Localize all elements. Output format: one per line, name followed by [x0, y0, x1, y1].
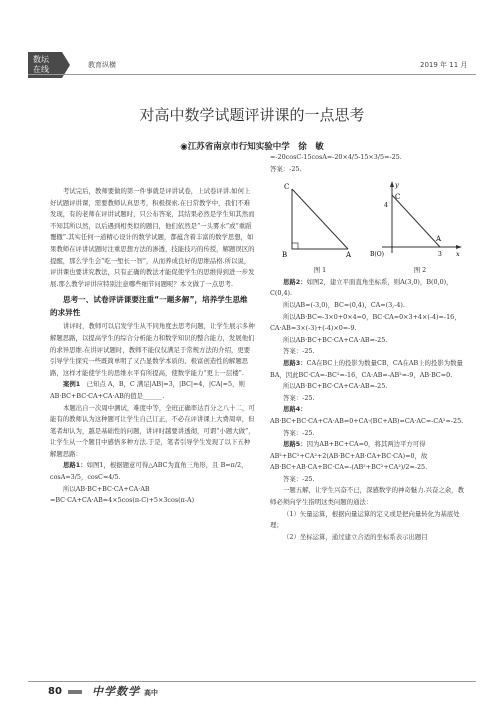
solution-4 — [270, 404, 470, 427]
axis-label: y — [395, 181, 399, 190]
magazine-name: 中学数学 — [92, 685, 140, 698]
tick-label: 4 — [384, 202, 388, 210]
header-divider — [28, 74, 476, 75]
solution-text: 因为AB+BC+CA=0，将其两边平方可得AB²+BC²+CA²+2(AB·BC+AB·CA+BC·CA)=0，故AB·BC+AB·CA+BC·CA=-(AB²+BC²+CA²)/2=-25. — [270, 440, 428, 472]
answer-line: 答案：-25. — [283, 393, 315, 402]
paragraph: 讲评时，教师可以启发学生从不同角度去思考问题，让学生展示多种解题思路，以提高学生的综合分析能力和数学知识的整合能力，发展他们的求异思维.在讲评试题时，教师不能仅仅满足于常规方法的介绍，更要引导学生探究一些既简单明了又凸显数学本质的、极富创造性的解题思路，这样才能使学生的思维水平有所提高，使数学能力“更上一层楼”. — [50, 322, 255, 377]
vertex-label: A — [346, 251, 352, 260]
vertex-label: C — [284, 183, 290, 192]
solution-1 — [50, 460, 255, 483]
column-name: 教育纵横 — [88, 61, 116, 69]
example-label: 案例1 — [63, 380, 81, 389]
equation-line: 所以AB=(-3,0)，BC=(0,4)，CA=(3,-4). — [283, 300, 405, 309]
figure-caption: 图 1 — [313, 266, 327, 275]
solution-5 — [270, 439, 470, 474]
equation-line: 所以AB·BC+BC·CA+CA·AB — [63, 484, 150, 493]
paragraph: （2）坐标运算，通过建立合适的坐标系表示出题目 — [283, 532, 428, 541]
solution-label: 思路3： — [283, 358, 307, 367]
right-column — [270, 152, 470, 543]
intro-paragraph: 考试完后，教师要做的第一件事就是评讲试卷，上试卷评讲.如何上好试题评讲课，需要教师认真思考，积极探索.在日常教学中，我们不难发现，有的老师在评讲试题时，只公布答案，其结果必然是学生知其然而不知其所以然，以后遇到相类似的题目，他们依然是“一头雾水”或“重蹈覆辙”.其实任何一道精心设计的数学试题，都蕴含着丰富的数学思想，如果教师在评讲试题时注重思想方法的渗透，技能技巧的传授，解题误区的提醒，那么学生会“吃一堑长一智”，从而养成良好的思维品格.所以说，评讲课也要讲究教法，只有正确的教法才能促使学生的思维得到进一步发展.那么教学评讲应特别注意哪些细节问题呢？本文做了一点思考. — [50, 187, 255, 288]
answer-line: 答案：-25. — [283, 474, 315, 483]
figures — [270, 179, 470, 265]
magazine-logo — [92, 683, 158, 699]
solution-label: 思路1： — [63, 461, 87, 470]
answer-line: 答案：-25. — [283, 347, 315, 356]
solution-2 — [270, 277, 470, 300]
answer-line: 答案：-25. — [283, 428, 315, 437]
axis-label: x — [456, 250, 460, 259]
figure-1 — [280, 179, 360, 259]
paragraph: （1）矢量运算，根据向量运算的定义或是把向量转化为基底处理； — [270, 509, 460, 530]
figure-caption: 图 2 — [413, 266, 427, 275]
equation-line: 所以AB·BC=-3×0+0×4=0，BC·CA=0×3+4×(-4)=-16，CA·AB=3×(-3)+(-4)×0=-9. — [270, 312, 461, 333]
article-title: 对高中数学试题评讲课的一点思考 — [139, 106, 365, 124]
solution-label: 思路2： — [283, 277, 307, 286]
answer-line: 答案：-25. — [270, 164, 302, 173]
page-number: 80 — [48, 686, 62, 697]
paragraph: 本题出自一次周中测试，难度中等，全班正确率达百分之八十二，可能有的教师认为这种题可让学生自己订正，不必在评讲课上大费周章，但笔者却认为，越是基础性的问题，讲评时越要讲透彻，可谓“小题大做”，让学生从一个题目中感悟多种方法.于是，笔者引导学生发现了以下五种解题思路： — [50, 403, 255, 458]
vertex-label: B — [282, 251, 288, 260]
page-footer — [0, 672, 504, 713]
vertex-label: A — [436, 235, 442, 244]
footer-bar-icon — [68, 690, 82, 694]
logo-text-1: 数坛 — [33, 55, 49, 64]
example-paragraph — [50, 379, 255, 402]
solution-text: 如图2，建立平面直角坐标系，则A(3,0)，B(0,0)，C(0,4). — [270, 277, 453, 298]
magazine-level: 高中 — [144, 689, 158, 697]
paragraph: 一题五解，让学生兴奋不已，深感数学的神奇魅力.兴奋之余，教师必须向学生指明这类问题的通法： — [270, 486, 464, 507]
example-text: 已知点 A，B，C 满足|AB|=3，|BC|=4，|CA|=5，则AB·BC+BC·CA+CA·AB的值是______. — [50, 380, 245, 400]
issue-date: 2019 年 11 月 — [420, 61, 468, 69]
solution-3 — [270, 358, 470, 381]
section-heading: 思考一、试卷评讲课要注重“一题多解”，培养学生思维的求异性 — [50, 295, 248, 318]
figure-2 — [370, 179, 466, 259]
origin-label: B(O) — [370, 251, 385, 259]
solution-text: AB·BC+BC·CA+CA·AB=0+CA·(BC+AB)=CA·AC=-CA²=-25. — [270, 416, 464, 425]
equation-line: 所以AB·BC+BC·CA+CA·AB=-25. — [283, 382, 388, 391]
page-header — [0, 0, 504, 92]
footer-divider — [28, 681, 476, 682]
solution-label: 思路4： — [283, 405, 307, 414]
figure-captions — [270, 265, 470, 277]
solution-text: CA在BC上的投影为数量CB，CA在AB上的投影为数量BA，因此BC·CA=-BC²=-16，CA·AB=-AB²=-9，AB·BC=0. — [270, 358, 463, 379]
equation-line: =-20cosC-15cosA=-20×4/5-15×3/5=-25. — [270, 153, 402, 161]
article-author: ◉江苏省南京市行知实验中学 徐 敏 — [180, 142, 324, 152]
equation-line: 所以AB·BC+BC·CA+CA·AB=-25. — [283, 335, 388, 344]
vertex-label: C — [395, 193, 401, 202]
equation-line: =BC·CA+CA·AB=4×5cos(π-C)+5×3cos(π-A) — [50, 496, 195, 505]
logo-text-2: 在线 — [33, 65, 49, 74]
left-column — [50, 186, 255, 507]
solution-label: 思路5： — [283, 440, 307, 449]
solution-text: 如图1，根据题意可得△ABC为直角三角形，且 B=π/2，cosA=3/5，cosC=4/5. — [50, 461, 248, 482]
tick-label: 3 — [438, 251, 442, 259]
